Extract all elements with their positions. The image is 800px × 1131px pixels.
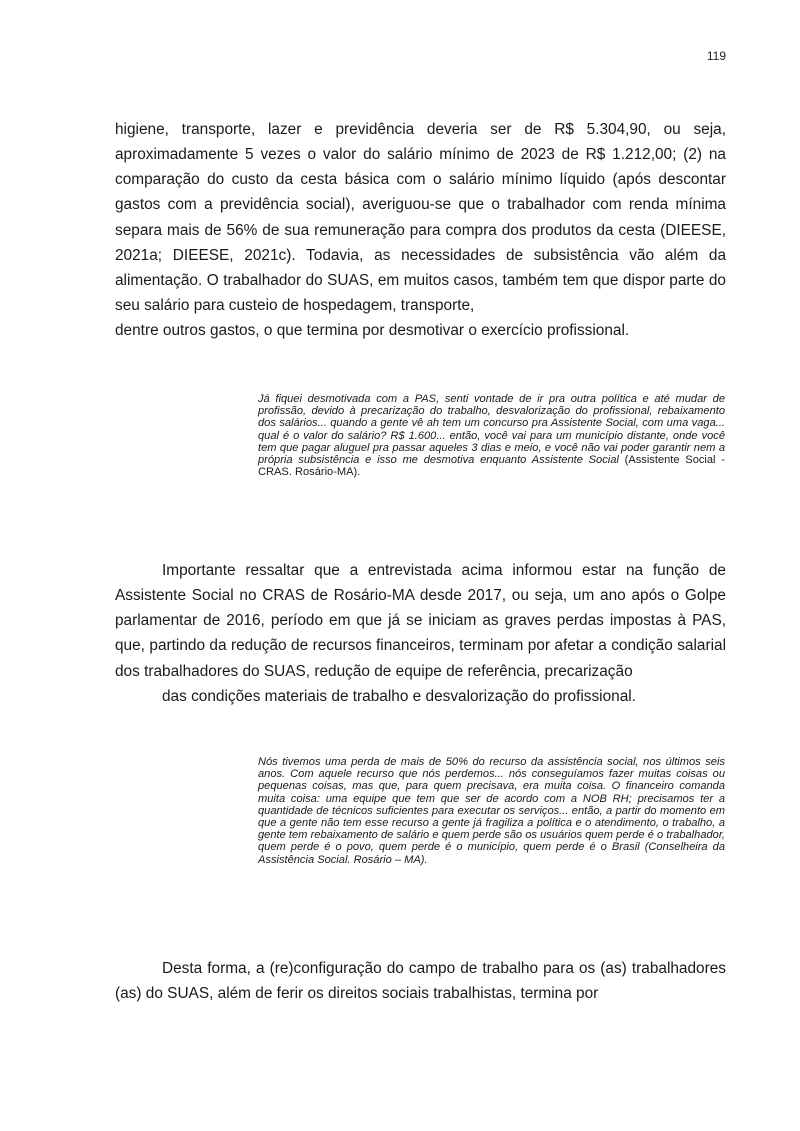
paragraph-2-last-line: das condições materiais de trabalho e desvalorização do profissional. <box>162 687 636 705</box>
paragraph-1-text: higiene, transporte, lazer e previdência deveria ser de R$ 5.304,90, ou seja, aproximadamente 5 vezes o valor do salário mínimo de 2023 de R$ 1.212,00; (2) na comparação do custo da cesta básica com o salário mínimo líquido (após descontar gastos com a previdência social), averiguou-se que o trabalhador com renda mínima separa mais de 56% de sua remuneração para compra dos produtos da cesta (DIEESE, 2021a; DIEESE, 2021c). Todavia, as necessidades de subsistência vão além da alimentação. O trabalhador do SUAS, em muitos casos, também tem que dispor parte do seu salário para custeio de hospedagem, transporte, <box>115 121 726 315</box>
quote-1-attribution: (Assistente Social - CRAS. Rosário-MA). <box>258 454 725 479</box>
body-paragraph-2 <box>115 558 726 709</box>
paragraph-2-text: Importante ressaltar que a entrevistada acima informou estar na função de Assistente Social no CRAS de Rosário-MA desde 2017, ou seja, um ano após o Golpe parlamentar de 2016, período em que já se iniciam as graves perdas impostas à PAS, que, partindo da redução de recursos financeiros, terminam por afetar a condição salarial dos trabalhadores do SUAS, redução de equipe de referência, precarização <box>115 562 726 680</box>
block-quote-1 <box>258 393 725 478</box>
block-quote-2 <box>258 756 725 866</box>
body-paragraph-3 <box>115 956 726 1006</box>
body-paragraph-1 <box>115 117 726 343</box>
quote-1-text: Já fiquei desmotivada com a PAS, senti vontade de ir pra outra política e até mudar de profissão, devido à precarização do trabalho, desvalorização do profissional, rebaixamento dos salários... quando a gente vê ah tem um concurso pra Assistente Social, com uma vaga... qual é o valor do salário? R$ 1.600... então, você vai para um município distante, onde você tem que pagar aluguel pra passar aqueles 3 dias e meio, e você não vai poder garantir nem a própria subsistência e isso me desmotiva enquanto Assistente Social <box>258 393 725 467</box>
paragraph-1-last-line: dentre outros gastos, o que termina por desmotivar o exercício profissional. <box>115 322 630 340</box>
page-number: 119 <box>706 49 726 63</box>
paragraph-3-text: Desta forma, a (re)configuração do campo de trabalho para os (as) trabalhadores (as) do SUAS, além de ferir os direitos sociais trabalhistas, termina por <box>115 960 726 1003</box>
quote-2-text: Nós tivemos uma perda de mais de 50% do recurso da assistência social, nos últimos seis anos. Com aquele recurso que nós perdemos... nós conseguíamos fazer muitas coisas ou pequenas coisas, mas que, para quem precisava, era muita coisa. O financeiro comanda muita coisa: uma equipe que tem que ser de acordo com a NOB RH; precisamos ter a quantidade de técnicos suficientes para executar os serviços... então, a partir do momento em que a gente não tem esse recurso a gente já fragiliza a política e o atendimento, o trabalho, a gente tem rebaixamento de salário e quem perde são os usuários quem perde é o trabalhador, quem perde é o povo, quem perde é o município, quem perde é o Brasil (Conselheira da Assistência Social. Rosário – MA). <box>258 756 725 866</box>
